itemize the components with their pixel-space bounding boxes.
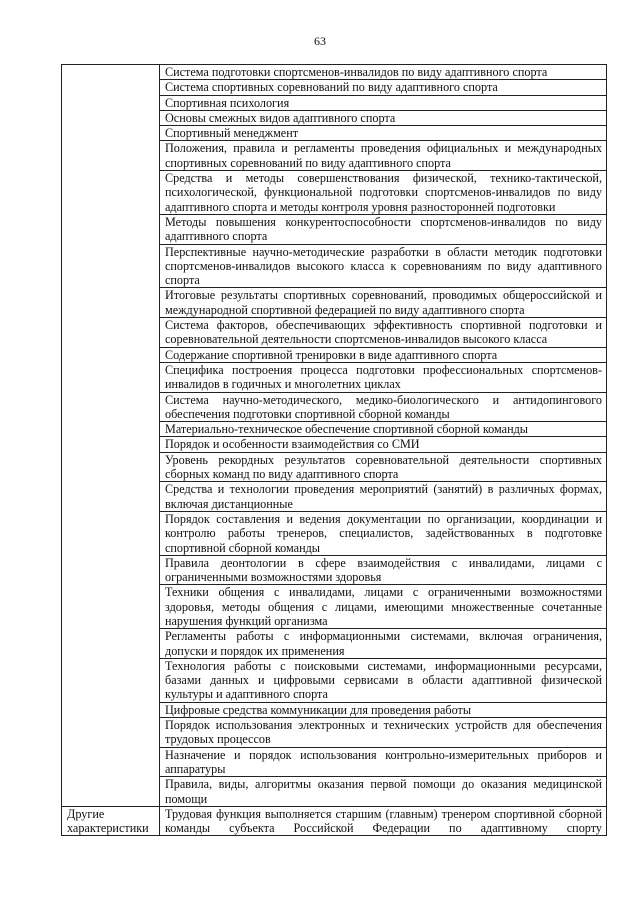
requirement-text-cell: Средства и технологии проведения мероприятий (занятий) в различных формах, включая дистанционные bbox=[160, 482, 607, 512]
left-column-cell: Другие характеристики bbox=[62, 806, 160, 836]
requirement-text-cell: Перспективные научно-методические разработки в области методик подготовки спортсменов-инвалидов высокого класса к соревнованиям по виду адаптивного спорта bbox=[160, 244, 607, 288]
requirement-text-cell: Регламенты работы с информационными системами, включая ограничения, допуски и порядок их применения bbox=[160, 629, 607, 659]
requirement-text-cell: Средства и методы совершенствования физической, технико-тактической, психологической, функциональной подготовки спортсменов-инвалидов по виду адаптивного спорта и методы контроля уровня разносторонней подготовки bbox=[160, 171, 607, 215]
table-row bbox=[62, 65, 607, 80]
requirement-text-cell: Система спортивных соревнований по виду адаптивного спорта bbox=[160, 80, 607, 95]
requirement-text-cell: Система подготовки спортсменов-инвалидов по виду адаптивного спорта bbox=[160, 65, 607, 80]
requirement-text-cell: Правила, виды, алгоритмы оказания первой помощи до оказания медицинской помощи bbox=[160, 777, 607, 807]
requirement-text-cell: Система факторов, обеспечивающих эффективность спортивной подготовки и соревновательной деятельности спортсменов-инвалидов высокого класса bbox=[160, 318, 607, 348]
requirement-text-cell: Содержание спортивной тренировки в виде адаптивного спорта bbox=[160, 347, 607, 362]
requirement-text-cell: Правила деонтологии в сфере взаимодействия с инвалидами, лицами с ограниченными возможностями здоровья bbox=[160, 555, 607, 585]
requirement-text-cell: Технология работы с поисковыми системами, информационными ресурсами, базами данных и цифровыми сервисами в области адаптивной физической культуры и адаптивного спорта bbox=[160, 658, 607, 702]
requirement-text-cell: Уровень рекордных результатов соревновательной деятельности спортивных сборных команд по виду адаптивного спорта bbox=[160, 452, 607, 482]
requirements-table bbox=[61, 64, 607, 836]
requirement-text-cell: Порядок и особенности взаимодействия со СМИ bbox=[160, 437, 607, 452]
requirement-text-cell: Основы смежных видов адаптивного спорта bbox=[160, 110, 607, 125]
table-row bbox=[62, 806, 607, 836]
table-body bbox=[62, 65, 607, 836]
requirement-text-cell: Материально-техническое обеспечение спортивной сборной команды bbox=[160, 422, 607, 437]
requirement-text-cell: Трудовая функция выполняется старшим (главным) тренером спортивной сборной команды субъекта Российской Федерации по адаптивному спорту bbox=[160, 806, 607, 836]
requirement-text-cell: Методы повышения конкурентоспособности спортсменов-инвалидов по виду адаптивного спорта bbox=[160, 214, 607, 244]
requirement-text-cell: Положения, правила и регламенты проведения официальных и международных спортивных соревнований по виду адаптивного спорта bbox=[160, 141, 607, 171]
requirement-text-cell: Специфика построения процесса подготовки профессиональных спортсменов-инвалидов в годичных и многолетних циклах bbox=[160, 362, 607, 392]
requirement-text-cell: Назначение и порядок использования контрольно-измерительных приборов и аппаратуры bbox=[160, 747, 607, 777]
page-number: 63 bbox=[314, 34, 326, 48]
requirement-text-cell: Порядок составления и ведения документации по организации, координации и контролю работы тренеров, специалистов, задействованных в подготовке спортивной сборной команды bbox=[160, 511, 607, 555]
requirement-text-cell: Порядок использования электронных и технических устройств для обеспечения трудовых процессов bbox=[160, 718, 607, 748]
requirement-text-cell: Итоговые результаты спортивных соревнований, проводимых общероссийской и международной спортивной федерацией по виду адаптивного спорта bbox=[160, 288, 607, 318]
left-column-cell bbox=[62, 65, 160, 807]
requirement-text-cell: Система научно-методического, медико-биологического и антидопингового обеспечения подготовки спортивной сборной команды bbox=[160, 392, 607, 422]
requirement-text-cell: Цифровые средства коммуникации для проведения работы bbox=[160, 702, 607, 717]
requirement-text-cell: Спортивная психология bbox=[160, 95, 607, 110]
requirement-text-cell: Техники общения с инвалидами, лицами с ограниченными возможностями здоровья, методы общения с лицами, имеющими множественные сочетанные нарушения функций организма bbox=[160, 585, 607, 629]
requirement-text-cell: Спортивный менеджмент bbox=[160, 126, 607, 141]
